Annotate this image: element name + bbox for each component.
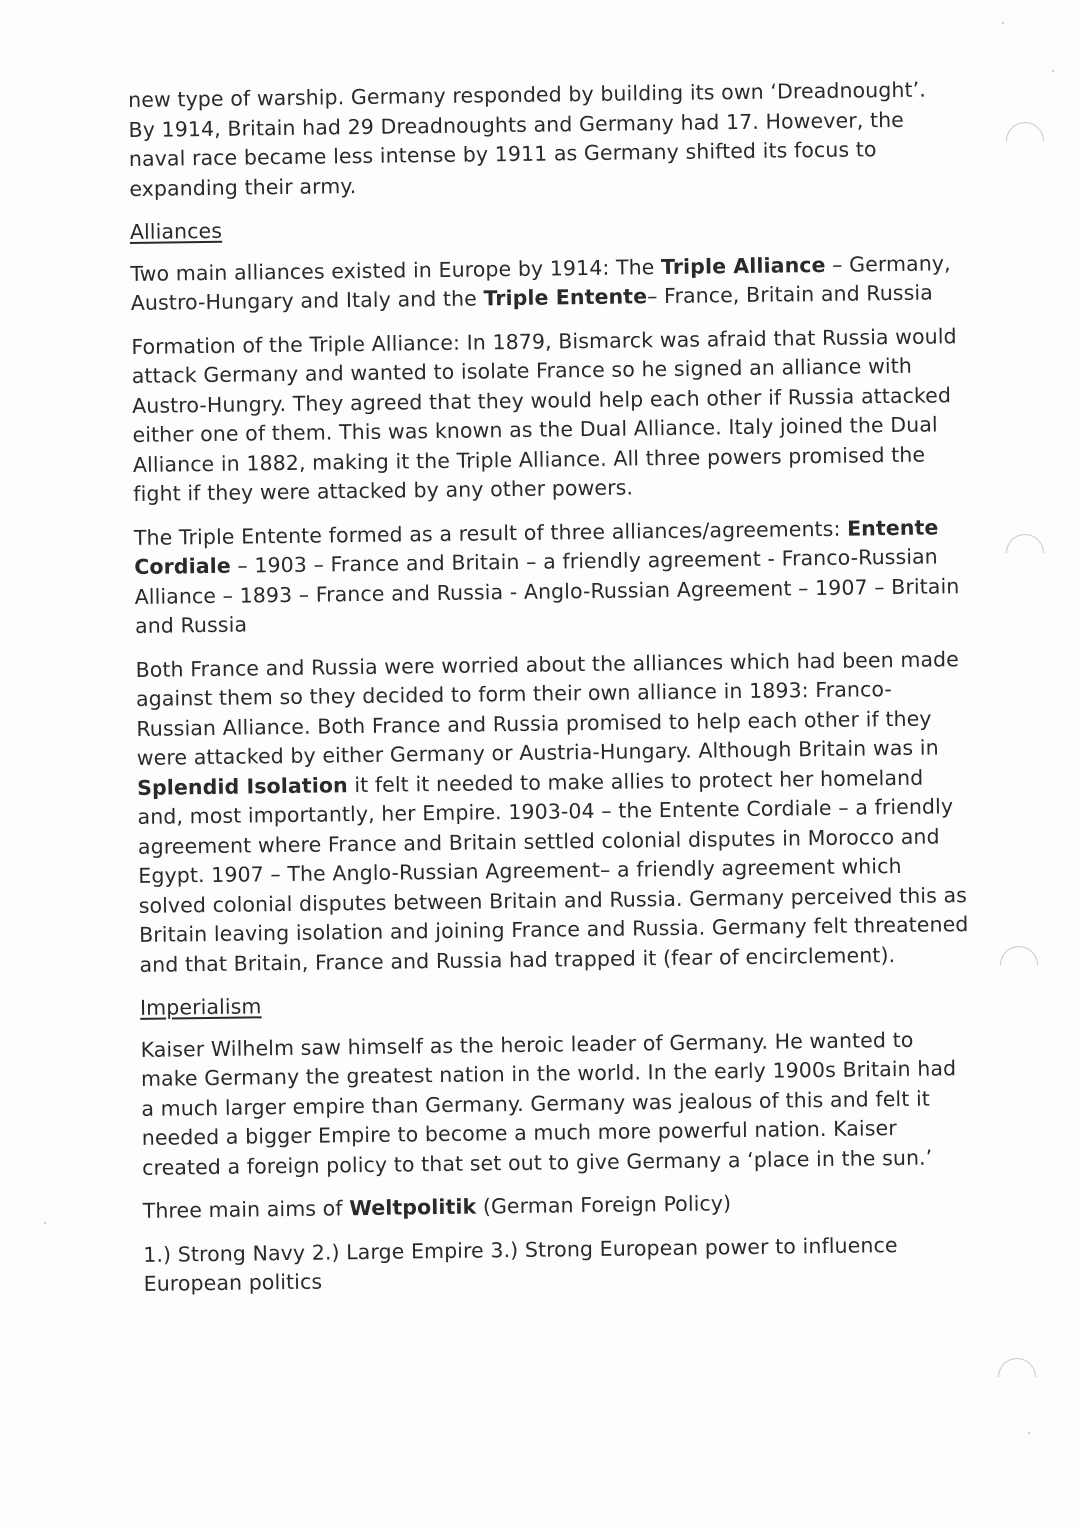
- scan-speck: [1052, 70, 1054, 72]
- paragraph-weltpolitik-aims: [143, 1186, 973, 1226]
- text-segment: Three main aims of: [142, 1196, 350, 1223]
- heading-alliances: Alliances: [129, 218, 223, 244]
- text-segment: – France, Britain and Russia: [646, 280, 934, 309]
- bold-splendid-isolation: Splendid Isolation: [137, 772, 348, 800]
- paragraph-france-russia: [135, 645, 969, 980]
- document-body: [128, 75, 974, 1313]
- paragraph-two-alliances: [130, 249, 961, 319]
- punch-hole-mark: [998, 114, 1052, 168]
- text-segment: (German Foreign Policy): [476, 1191, 732, 1219]
- paragraph-kaiser-wilhelm: Kaiser Wilhelm saw himself as the heroic leader of Germany. He wanted to make Germany the greatest nation in the world. In the early 1900s Britain had a much larger empire than Germany. Germany was jealous of this and felt it needed a bigger Empire to become a much more powerful nation. Kaiser created a foreign policy to that set out to give Germany a ‘place in the sun.’: [140, 1027, 957, 1180]
- paragraph-triple-entente-formation: [134, 513, 965, 642]
- bold-triple-entente: Triple Entente: [483, 284, 648, 311]
- scan-speck: [44, 1222, 46, 1224]
- scan-speck: [1002, 22, 1004, 24]
- bold-triple-alliance: Triple Alliance: [660, 252, 826, 279]
- text-segment: – 1903 – France and Britain – a friendly agreement - Franco-Russian Alliance – 1893 – France and Russia - Anglo-Russian Agreement – 1907 – Britain and Russia: [134, 544, 960, 638]
- heading-imperialism: Imperialism: [139, 994, 262, 1020]
- punch-hole-mark: [992, 938, 1046, 992]
- text-segment: it felt it needed to make allies to protect her homeland and, most importantly, her Empire. 1903-04 – the Entente Cordiale – a friendly agreement where France and Britain settled colonial disputes in Morocco and Egypt. 1907 – The Anglo-Russian Agreement– a friendly agreement which solved colonial disputes between Britain and Russia. Germany perceived this as Britain leaving isolation and joining France and Russia. Germany felt threatened and that Britain, France and Russia had trapped it (fear of encirclement).: [137, 765, 969, 977]
- text-segment: The Triple Entente formed as a result of three alliances/agreements:: [133, 516, 848, 550]
- text-segment: – Germany, Austro-Hungary and Italy and the: [130, 250, 951, 315]
- punch-hole-mark: [998, 526, 1052, 580]
- bold-entente-cordiale: Entente Cordiale: [134, 514, 939, 579]
- paragraph-naval-race: new type of warship. Germany responded by building its own ‘Dreadnought’. By 1914, Britain had 29 Dreadnoughts and Germany had 17. However, the naval race became less intense by 1911 as Germany shifted its focus to expanding their army.: [128, 77, 927, 201]
- text-segment: Both France and Russia were worried about the alliances which had been made against them so they decided to form their own alliance in 1893: Franco-Russian Alliance. Both France and Russia promised to help each other if they were attacked by either Germany or Austria-Hungary. Although Britain was in: [135, 646, 960, 770]
- scan-speck: [1028, 1432, 1030, 1434]
- bold-weltpolitik: Weltpolitik: [349, 1194, 477, 1221]
- text-segment: Two main alliances existed in Europe by 1914: The: [130, 254, 662, 286]
- punch-hole-mark: [990, 1350, 1044, 1404]
- paragraph-triple-alliance-formation: Formation of the Triple Alliance: In 1879, Bismarck was afraid that Russia would attack Germany and wanted to isolate France so he signed an alliance with Austro-Hungry. They agreed that they would help each other if Russia attacked either one of them. This was known as the Dual Alliance. Italy joined the Dual Alliance in 1882, making it the Triple Alliance. All three powers promised the fight if they were attacked by any other powers.: [131, 323, 957, 506]
- paragraph-aims-list: 1.) Strong Navy 2.) Large Empire 3.) Strong European power to influence European politics: [143, 1232, 898, 1296]
